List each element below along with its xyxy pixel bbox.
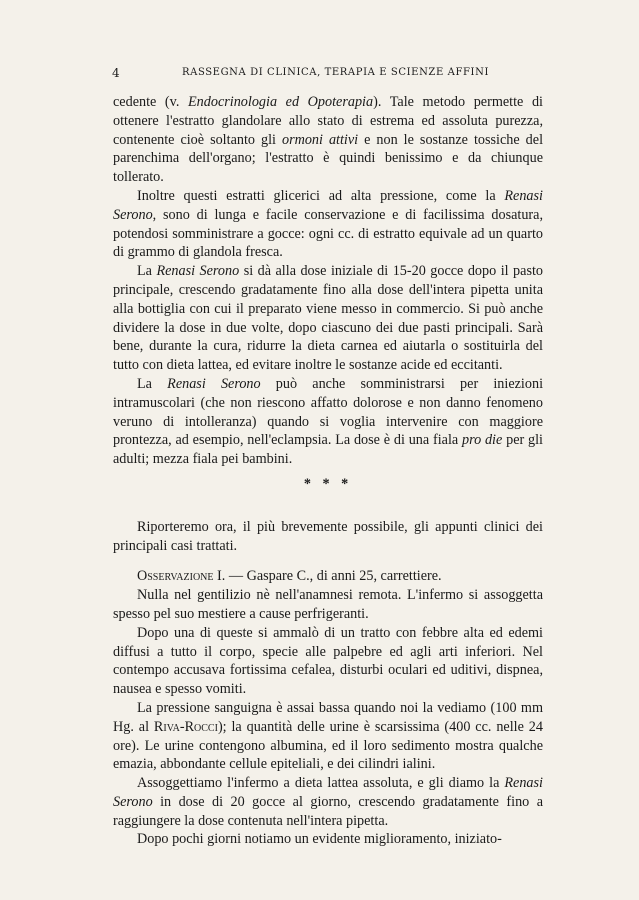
paragraph-1 [113, 93, 543, 187]
text: cedente (v. [113, 94, 188, 110]
case-heading [113, 567, 543, 586]
paragraph-10 [113, 774, 543, 830]
paragraph-5: Riporteremo ora, il più brevemente possibile, gli appunti clinici dei principali casi trattati. [113, 518, 543, 554]
text: Inoltre questi estratti glicerici ad alta pressione, come la [137, 187, 505, 204]
text: La [137, 375, 168, 392]
text: La pressione sanguigna è assai bassa quando noi la vediamo (100 mm Hg. al [113, 699, 543, 735]
paragraph-7: Nulla nel gentilizio nè nell'anamnesi remota. L'infermo si assoggetta spesso pel suo mestiere a cause perfrigeranti. [113, 587, 543, 622]
running-title: RASSEGNA DI CLINICA, TERAPIA E SCIENZE AFFINI [182, 67, 489, 78]
section-separator: * * * [303, 475, 353, 492]
text: e non le sostanze tossiche del parenchima dell'organo; l'estratto è quindi benissimo e da chiunque tollerato. [113, 131, 544, 186]
text: per gli adulti; mezza fiala pei bambini. [113, 432, 544, 468]
paragraph-3 [113, 262, 543, 375]
italic-text: Renasi Serono [113, 775, 543, 810]
paragraph-4 [113, 375, 543, 469]
italic-text: Renasi Serono [156, 263, 240, 280]
text: ). Tale metodo permette di ottenere l'estratto glandolare allo stato di estrema ed assoluta purezza, contenente cioè soltanto gli [113, 94, 543, 148]
paragraph-2 [113, 187, 543, 262]
text: ); la quantità delle urine è scarsissima (400 cc. nelle 24 ore). Le urine contengono albumina, ed il loro sedimento mostra qualche emazia, abbondante cellule epiteliali, e dei cilindri ialini. [113, 718, 543, 773]
text: in dose di 20 gocce al giorno, crescendo gradatamente fino a raggiungere la dose contenuta nell'intera pipetta. [113, 793, 543, 829]
text: La [137, 263, 157, 280]
page-number: 4 [112, 66, 121, 80]
italic-text: Endocrinologia ed Opoterapia [188, 94, 374, 110]
italic-text: Renasi Serono [113, 187, 543, 223]
paragraph-8: Dopo una di queste si ammalò di un tratto con febbre alta ed edemi diffusi a tutto il corpo, specie alle palpebre ed agli arti inferiori. Nel contempo accusava fortissima cefalea, disturbi oculari ed uditivi, dispnea, nausea e spesso vomiti. [113, 624, 543, 698]
paragraph-9 [113, 699, 543, 774]
text: , sono di lunga e facile conservazione e di facilissima dosatura, potendosi somministrare a gocce: ogni cc. di estratto equivale ad un quarto di grammo di glandola fresca. [113, 206, 543, 261]
page-body [113, 93, 543, 849]
small-caps-text: Osservazione I. [137, 568, 226, 585]
text: — Gaspare C., di anni 25, carrettiere. [225, 568, 442, 585]
italic-text: ormoni attivi [281, 131, 359, 148]
text: si dà alla dose iniziale di 15-20 gocce dopo il pasto principale, crescendo gradatamente fino alla dose dell'intera pipetta unita alla bottiglia con cui il preparato viene messo in commercio. Si può anche dividere la dose in due volte, dopo ciascuno dei due pasti principali. Sarà bene, durante la cura, ridurre la dieta carnea ed aiutarla o sostituirla del tutto con dieta lattea, ed evitare inoltre le sostanze acide ed eccitanti. [113, 263, 544, 374]
italic-text: pro die [461, 432, 503, 449]
text: può anche somministrarsi per iniezioni intramuscolari (che non riescono affatto dolorose e non danno fenomeno veruno di intolleranza) quando si voglia intervenire con maggiore prontezza, ad esempio, nell'eclampsia. La dose è di una fiala [113, 375, 544, 449]
italic-text: Renasi Serono [167, 375, 261, 392]
paragraph-11: Dopo pochi giorni notiamo un evidente miglioramento, iniziato- [137, 831, 502, 848]
small-caps-text: Riva-Rocci [153, 718, 218, 735]
text: Assoggettiamo l'infermo a dieta lattea assoluta, e gli diamo la [137, 775, 505, 792]
